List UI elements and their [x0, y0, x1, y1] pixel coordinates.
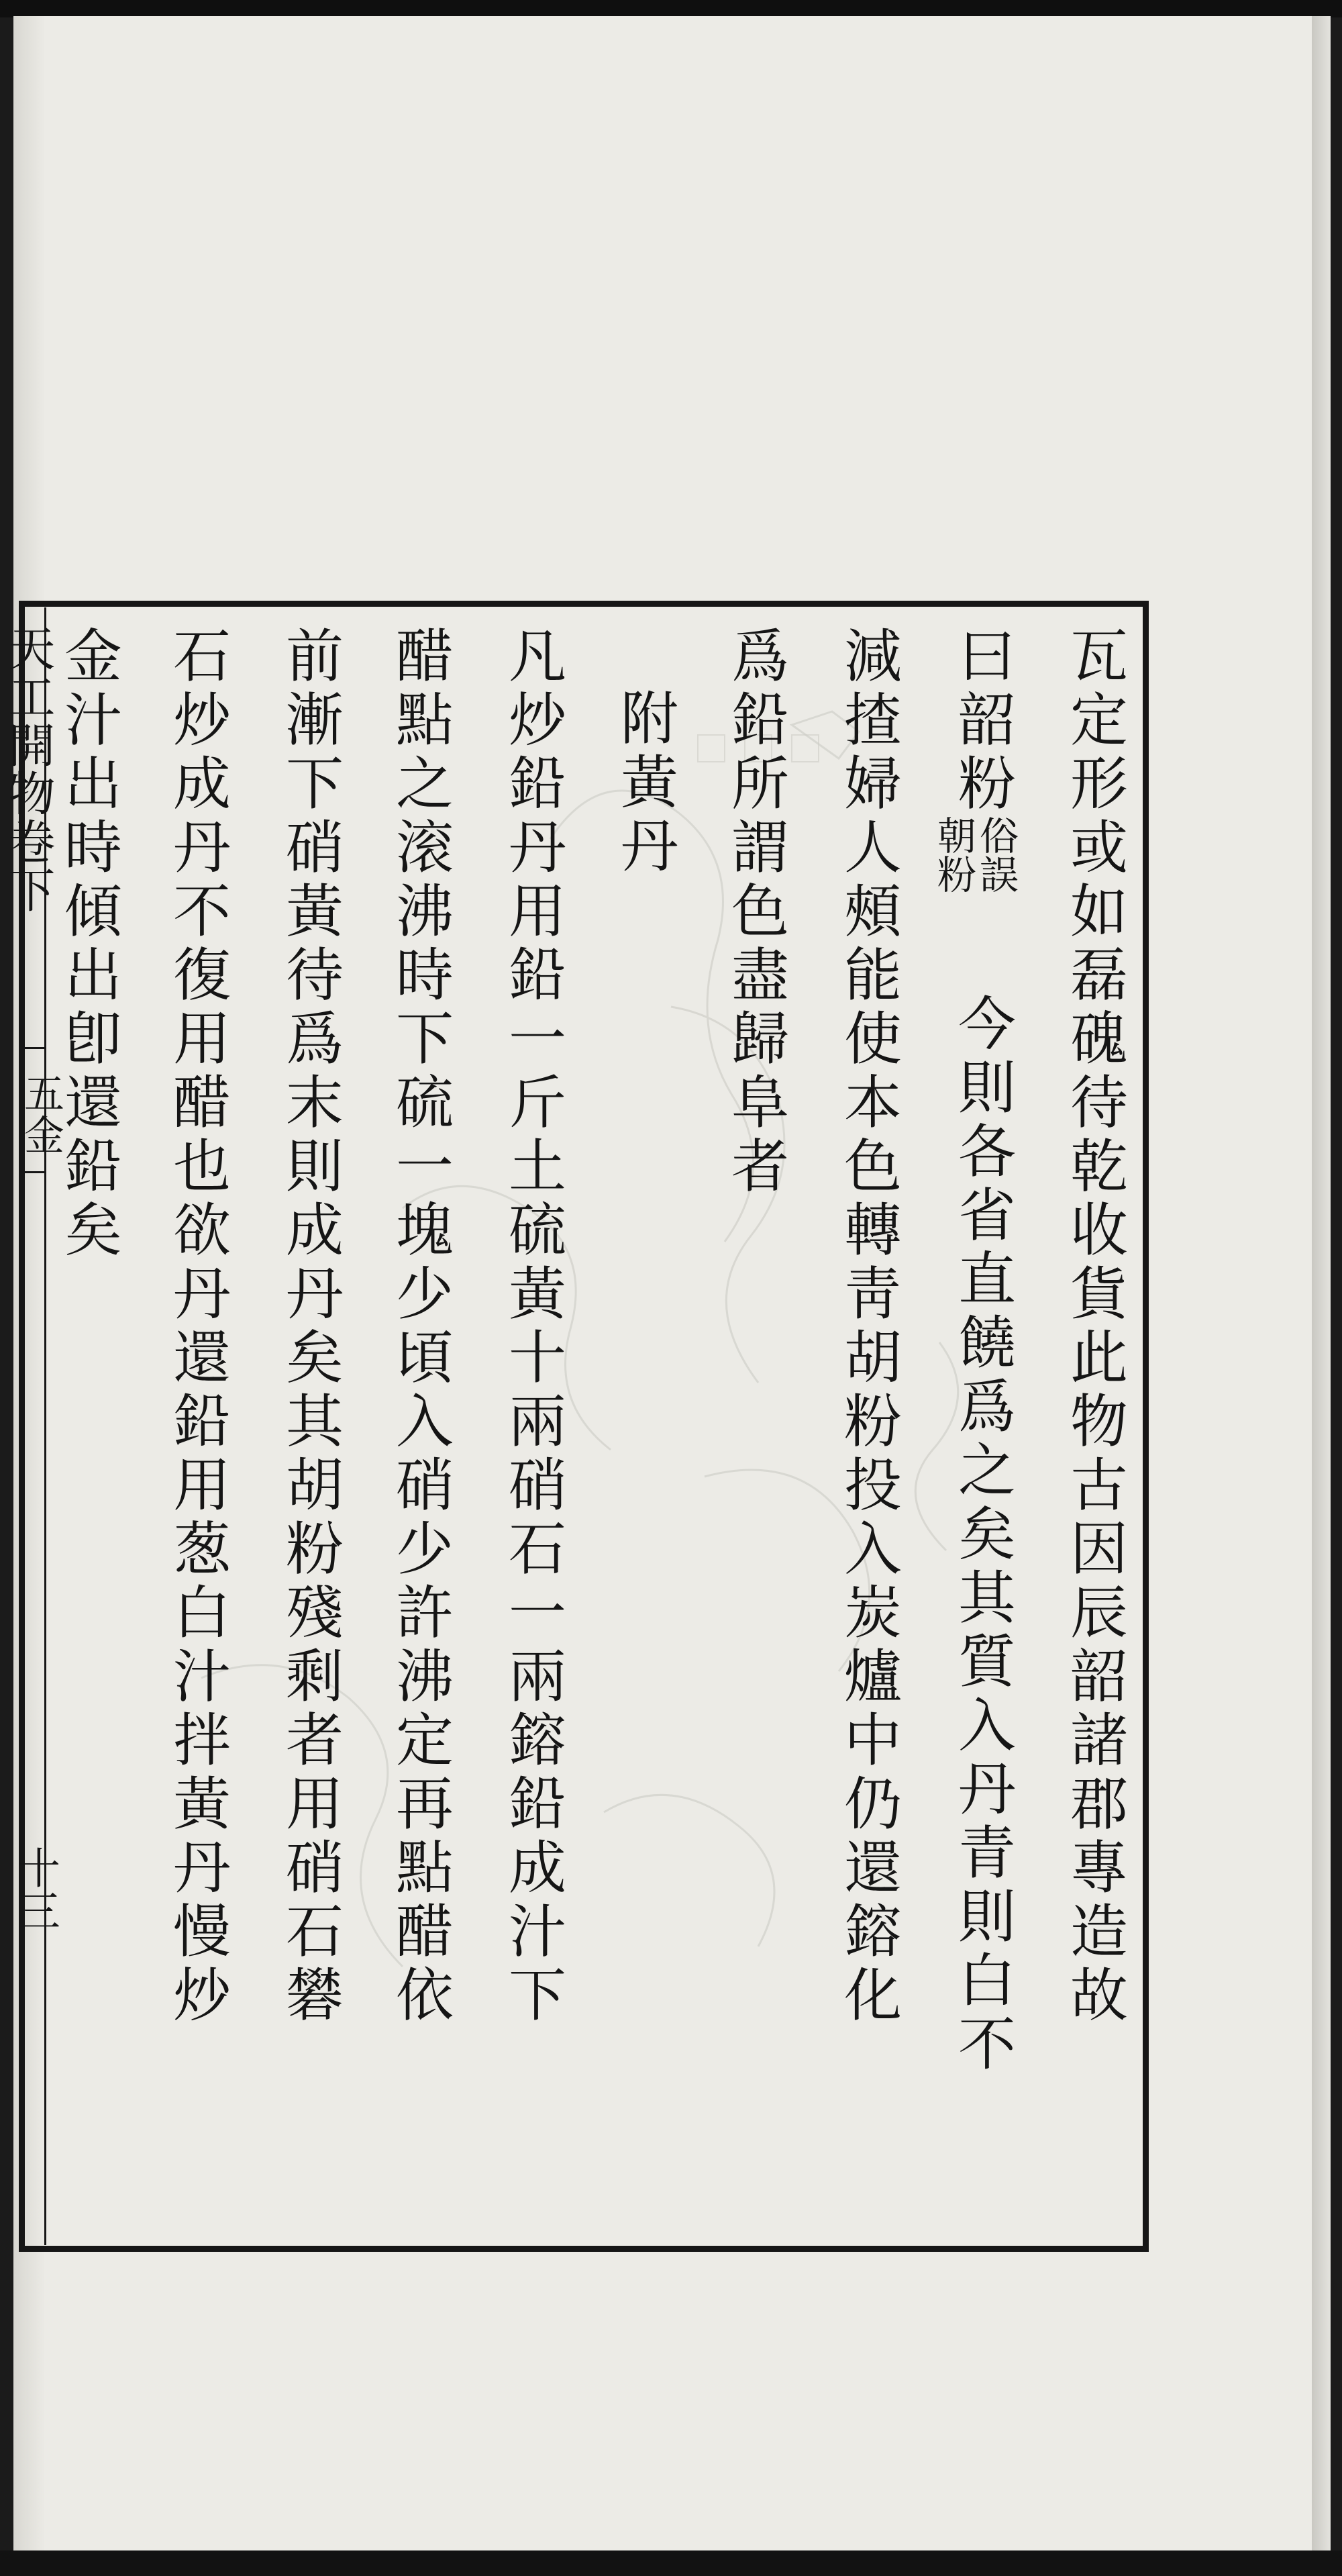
text-column-10: 金汁出時傾出卽還鉛矣: [54, 626, 121, 1263]
section-heading: 附黃丹: [611, 688, 678, 879]
book-title: 天工開物卷下: [1, 624, 56, 914]
text-column-6: 凡炒鉛丹用鉛一斤土硫黃十兩硝石一兩鎔鉛成汁下: [499, 626, 566, 2028]
scan-edge-bottom: [0, 2550, 1342, 2576]
text-column-7: 醋點之滚沸時下硫一塊少頃入硝少許沸定再點醋依: [386, 626, 453, 2028]
text-column-4: 爲鉛所謂色盡歸阜者: [721, 626, 788, 1199]
text-column-8: 前漸下硝黃待爲末則成丹矣其胡粉殘剩者用硝石礬: [276, 626, 343, 2028]
text-column-1: 瓦定形或如磊磈待乾收貨此物古因辰韶諸郡專造故: [1060, 626, 1127, 2028]
strip-divider: [19, 1047, 44, 1049]
folio-number: 十三: [10, 1846, 60, 1932]
scan-edge-top: [0, 0, 1342, 17]
text-column-2-cont: 今則各省直饒爲之矣其質入丹青則白不: [948, 993, 1015, 2077]
annotation-right: 俗誤: [973, 815, 1019, 893]
annotation-left: 朝粉: [931, 815, 976, 893]
strip-divider: [19, 1171, 44, 1173]
text-column-2: 曰韶粉: [948, 626, 1015, 817]
text-column-9: 石炒成丹不復用醋也欲丹還鉛用葱白汁拌黃丹慢炒: [163, 626, 230, 2028]
section-label: 五金: [17, 1073, 64, 1156]
page-edge-right: [1312, 16, 1331, 2553]
text-column-3: 減揸婦人頰能使本色轉靑胡粉投入炭爐中仍還鎔化: [834, 626, 901, 2028]
